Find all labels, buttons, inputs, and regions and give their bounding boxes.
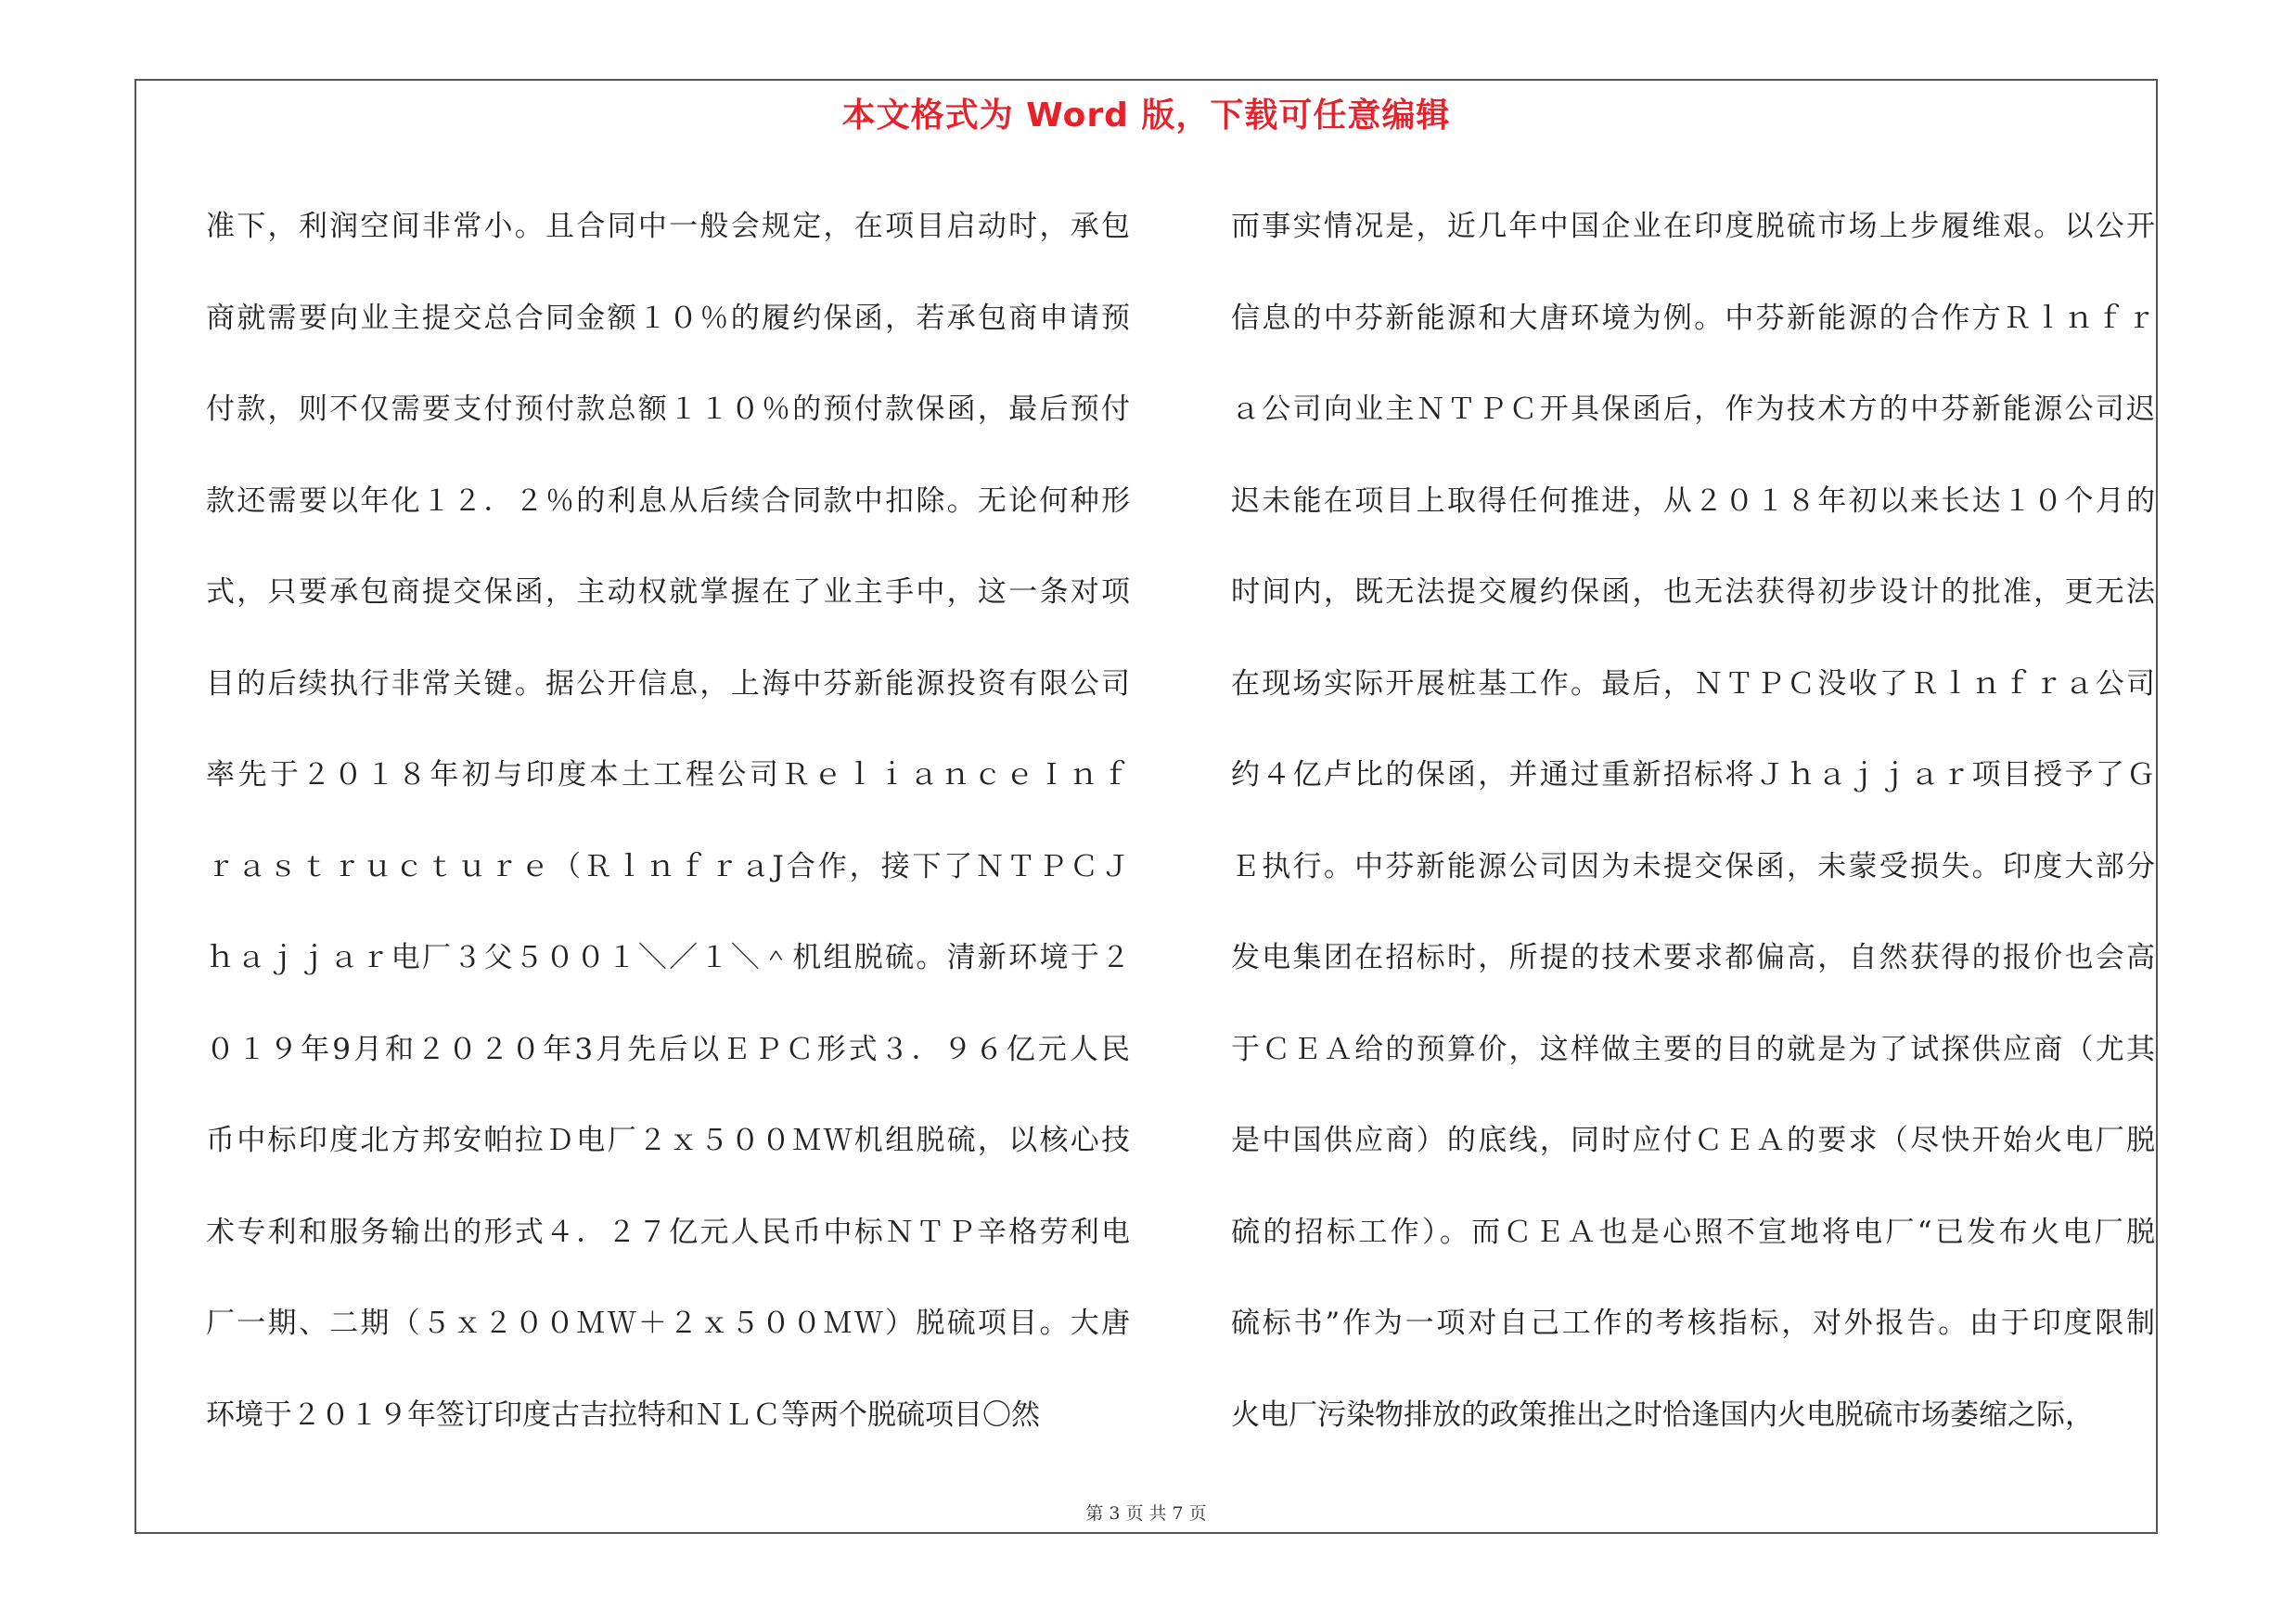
- text-line: 约４亿卢比的保函，并通过重新招标将Ｊｈａｊｊａｒ项目授予了Ｇ: [1231, 758, 2155, 792]
- text-line: 厂一期、二期（５ｘ２００ＭＷ＋２ｘ５００ＭＷ）脱硫项目。大唐: [206, 1307, 1130, 1340]
- text-line: 币中标印度北方邦安帕拉Ｄ电厂２ｘ５００ＭＷ机组脱硫，以核心技: [206, 1124, 1130, 1157]
- text-line: 目的后续执行非常关键。据公开信息，上海中芬新能源投资有限公司: [206, 666, 1130, 701]
- text-line: 而事实情况是，近几年中国企业在印度脱硫市场上步履维艰。以公开: [1231, 210, 2155, 243]
- text-line: 在现场实际开展桩基工作。最后，ＮＴＰＣ没收了Ｒｌｎｆｒａ公司: [1231, 666, 2155, 701]
- text-line: 火电厂污染物排放的政策推出之时恰逢国内火电脱硫市场萎缩之际，: [1231, 1398, 2094, 1432]
- text-line: 是中国供应商）的底线，同时应付ＣＥＡ的要求（尽快开始火电厂脱: [1231, 1124, 2155, 1157]
- text-line: 时间内，既无法提交履约保函，也无法获得初步设计的批准，更无法: [1231, 575, 2155, 609]
- text-line: 环境于２０１９年签订印度古吉拉特和ＮＬＣ等两个脱硫项目〇然: [206, 1398, 1040, 1432]
- page-number-footer: 第 3 页 共 7 页: [1085, 1503, 1207, 1524]
- text-line: 信息的中芬新能源和大唐环境为例。中芬新能源的合作方Ｒｌｎｆｒ: [1231, 301, 2155, 335]
- text-line: 率先于２０１８年初与印度本土工程公司ＲｅｌｉａｎｃｅＩｎｆ: [206, 758, 1130, 792]
- text-line: 发电集团在招标时，所提的技术要求都偏高，自然获得的报价也会高: [1231, 941, 2155, 974]
- text-line: 术专利和服务输出的形式４．２７亿元人民币中标ＮＴＰ辛格劳利电: [206, 1215, 1130, 1249]
- text-line: Ｅ执行。中芬新能源公司因为未提交保函，未蒙受损失。印度大部分: [1231, 849, 2155, 883]
- text-line: ｈａｊｊａｒ电厂３父５００１＼／１＼＾机组脱硫。清新环境于２: [206, 941, 1130, 974]
- text-line: 硫的招标工作）。而ＣＥＡ也是心照不宣地将电厂“已发布火电厂脱: [1231, 1215, 2155, 1249]
- text-line: 迟未能在项目上取得任何推进，从２０１８年初以来长达１０个月的: [1231, 483, 2155, 518]
- page-frame: [135, 79, 2158, 1534]
- text-line: ａ公司向业主ＮＴＰＣ开具保函后，作为技术方的中芬新能源公司迟: [1231, 393, 2155, 426]
- text-line: 式，只要承包商提交保函，主动权就掌握在了业主手中，这一条对项: [206, 575, 1130, 609]
- text-line: ｒａｓｔｒｕｃｔｕｒｅ（ＲｌｎｆｒａJ合作，接下了ＮＴＰＣＪ: [206, 849, 1130, 883]
- text-line: 于ＣＥＡ给的预算价，这样做主要的目的就是为了试探供应商（尤其: [1231, 1032, 2155, 1066]
- left-column: [206, 181, 1130, 1461]
- text-line: 款还需要以年化１２．２％的利息从后续合同款中扣除。无论何种形: [206, 483, 1130, 518]
- format-banner: 本文格式为 Word 版，下载可任意编辑: [841, 97, 1451, 135]
- text-line: 商就需要向业主提交总合同金额１０％的履约保函，若承包商申请预: [206, 301, 1130, 335]
- text-line: 付款，则不仅需要支付预付款总额１１０％的预付款保函，最后预付: [206, 393, 1130, 426]
- text-line: ０１９年9月和２０２０年3月先后以ＥＰＣ形式３．９６亿元人民: [206, 1032, 1130, 1066]
- text-line: 准下，利润空间非常小。且合同中一般会规定，在项目启动时，承包: [206, 210, 1130, 243]
- text-line: 硫标书”作为一项对自己工作的考核指标，对外报告。由于印度限制: [1231, 1307, 2155, 1340]
- right-column: [1231, 181, 2155, 1461]
